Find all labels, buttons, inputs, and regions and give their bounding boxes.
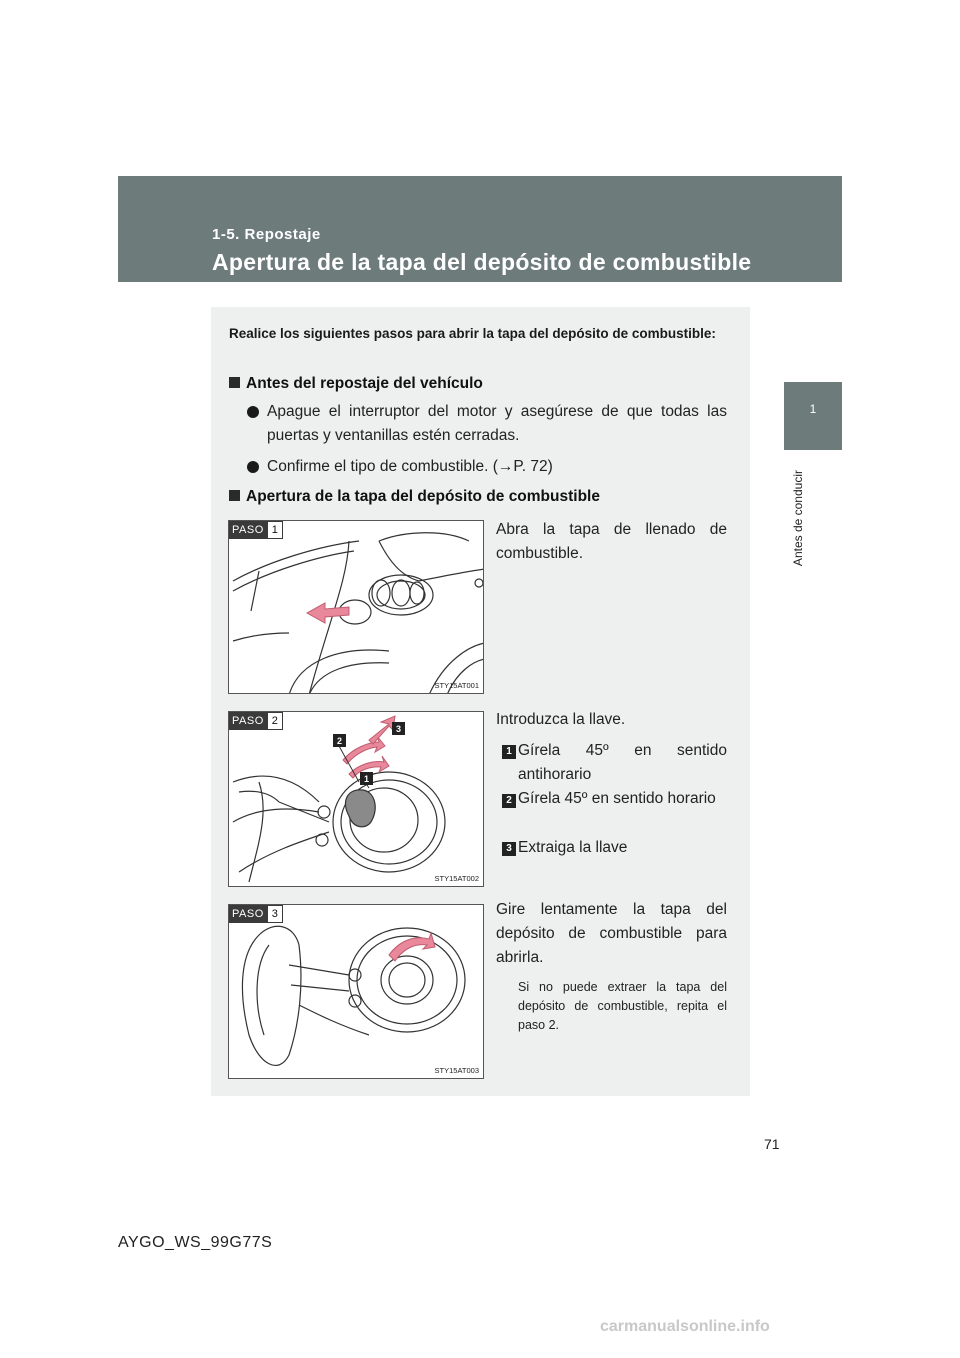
watermark: carmanualsonline.info	[600, 1318, 770, 1335]
step-badge-number: 2	[267, 712, 283, 730]
substep-number-3: 3	[502, 842, 516, 856]
substep-3-text: Extraiga la llave	[518, 839, 628, 856]
chapter-label: Antes de conducir	[791, 470, 805, 567]
chapter-number: 1	[809, 402, 817, 416]
key-in-fuel-cap-illustration	[229, 712, 484, 887]
step2-text: Introduzca la llave.	[496, 711, 626, 728]
page-number: 71	[764, 1136, 780, 1152]
substep-number-1: 1	[502, 745, 516, 759]
bullet-text: Apague el interruptor del motor y asegúrese de que todas las puertas y ventanillas estén cerradas.	[267, 403, 727, 444]
step3-badge	[229, 905, 283, 923]
step-badge-number: 1	[267, 521, 283, 539]
substep-2-text: Gírela 45º en sentido horario	[518, 790, 716, 807]
document-code: AYGO_WS_99G77S	[118, 1234, 273, 1251]
substep-number-2: 2	[502, 794, 516, 808]
section-label: 1-5. Repostaje	[212, 226, 321, 243]
bullet-text: Confirme el tipo de combustible. (→P. 72)	[267, 458, 553, 475]
step-badge-label: PASO	[229, 712, 267, 730]
chapter-tab	[784, 382, 842, 450]
step2-figure	[228, 711, 484, 887]
step1-figure	[228, 520, 484, 694]
step-badge-label: PASO	[229, 521, 267, 539]
svg-text:2: 2	[336, 736, 343, 746]
bullet-item	[267, 400, 727, 448]
figure-code: STY15AT003	[434, 1066, 479, 1075]
square-bullet-icon	[229, 490, 240, 501]
heading-open-cap-text: Apertura de la tapa del depósito de combustible	[246, 488, 600, 505]
step3-text: Gire lentamente la tapa del depósito de combustible para abrirla.	[496, 901, 727, 966]
intro-text: Realice los siguientes pasos para abrir la tapa del depósito de combustible:	[229, 326, 716, 341]
bullet-item	[267, 455, 727, 479]
car-fuel-flap-illustration	[229, 521, 484, 694]
substep-1-text: Gírela 45º en sentido antihorario	[518, 742, 727, 783]
step3-note: Si no puede extraer la tapa del depósito de combustible, repita el paso 2.	[518, 980, 727, 1032]
page-title: Apertura de la tapa del depósito de combustible	[212, 249, 752, 275]
figure-code: STY15AT001	[434, 681, 479, 690]
step2-badge	[229, 712, 283, 730]
svg-text:3: 3	[395, 724, 402, 734]
heading-before-refuel-text: Antes del repostaje del vehículo	[246, 375, 483, 392]
step1-badge	[229, 521, 283, 539]
square-bullet-icon	[229, 377, 240, 388]
step1-text: Abra la tapa de llenado de combustible.	[496, 521, 727, 562]
svg-text:1: 1	[363, 774, 370, 784]
open-fuel-cap-illustration	[229, 905, 484, 1079]
step-badge-number: 3	[267, 905, 283, 923]
figure-code: STY15AT002	[434, 874, 479, 883]
heading-before-refuel	[229, 375, 483, 393]
round-bullet-icon	[247, 461, 259, 473]
step3-figure	[228, 904, 484, 1079]
chapter-label-container	[791, 470, 805, 610]
step-badge-label: PASO	[229, 905, 267, 923]
heading-open-cap	[229, 488, 600, 506]
round-bullet-icon	[247, 406, 259, 418]
